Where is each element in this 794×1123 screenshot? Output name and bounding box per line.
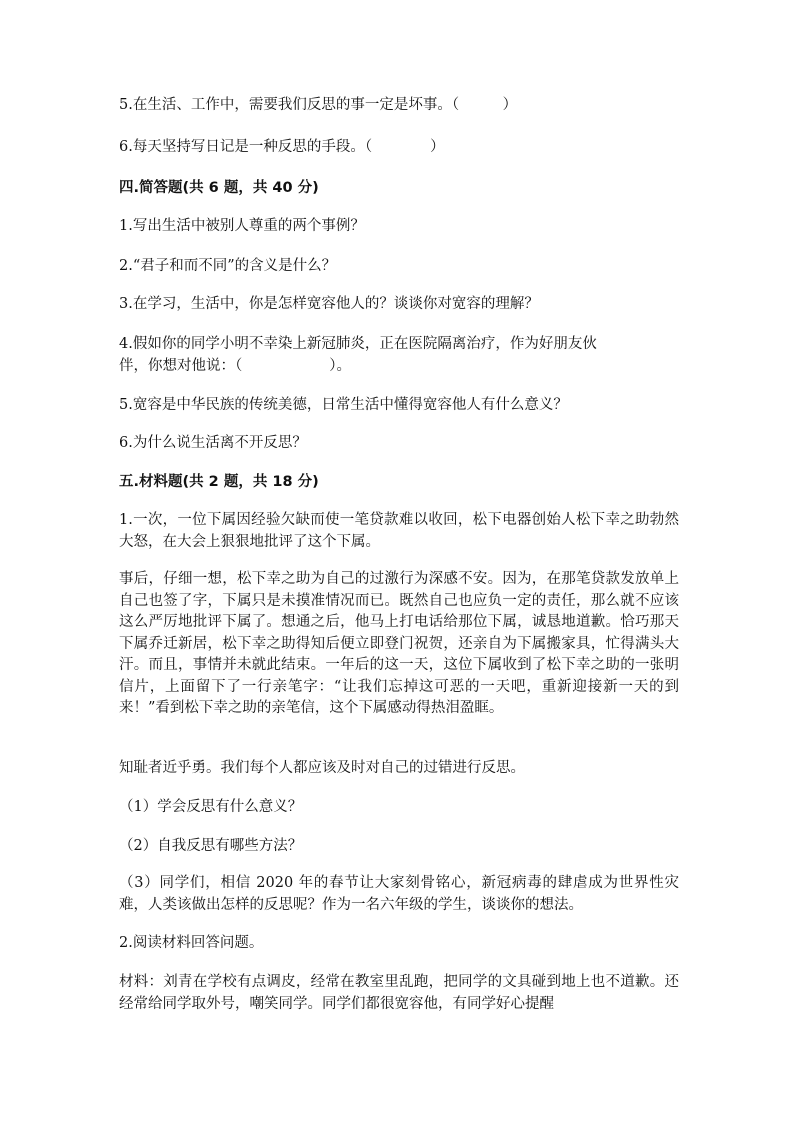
material-1-paragraph-1: 1.一次，一位下属因经验欠缺而使一笔贷款难以收回，松下电器创始人松下幸之助勃然大怒，在大会上狠狠地批评了这个下属。: [119, 512, 679, 550]
short-answer-question-3: 3.在学习，生活中，你是怎样宽容他人的？谈谈你对宽容的理解？: [119, 296, 539, 312]
material-2-title: 2.阅读材料回答问题。: [119, 935, 264, 951]
material-1-question-1: （1）学会反思有什么意义？: [119, 799, 303, 815]
short-answer-question-6: 6.为什么说生活离不开反思？: [119, 435, 307, 451]
short-answer-question-5: 5.宽容是中华民族的传统美德，日常生活中懂得宽容他人有什么意义？: [119, 397, 568, 413]
section-5-title: 五.材料题(共 2 题，共 18 分): [119, 474, 319, 490]
material-1-paragraph-3: 知耻者近乎勇。我们每个人都应该及时对自己的过错进行反思。: [119, 760, 525, 776]
short-answer-question-1: 1.写出生活中被别人尊重的两个事例？: [119, 218, 365, 234]
short-answer-question-4-line-1: 4.假如你的同学小明不幸染上新冠肺炎，正在医院隔离治疗，作为好朋友伙: [119, 336, 597, 352]
short-answer-question-2: 2.“君子和而不同”的含义是什么？: [119, 258, 337, 274]
short-answer-question-4-line-2: 伴，你想对他说：（ ）。: [119, 358, 351, 374]
material-1-paragraph-2: 事后，仔细一想，松下幸之助为自己的过激行为深感不安。因为，在那笔贷款发放单上自己也签了字，下属只是未摸准情况而已。既然自己也应负一定的责任，那么就不应该这么严厉地批评下属了。想通之后，他马上打电话给那位下属，诚恳地道歉。恰巧那天下属乔迁新居，松下幸之助得知后便立即登门祝贺，还亲自为下属搬家具，忙得满头大汗。而且，事情并未就此结束。一年后的这一天，这位下属收到了松下幸之助的一张明信片，上面留下了一行亲笔字：“让我们忘掉这可恶的一天吧，重新迎接新一天的到来！”看到松下幸之助的亲笔信，这个下属感动得热泪盈眶。: [119, 571, 679, 716]
material-1-question-2: （2）自我反思有哪些方法？: [119, 838, 303, 854]
judgement-question-6: 6.每天坚持写日记是一种反思的手段。（ ）: [119, 139, 445, 155]
judgement-question-5: 5.在生活、工作中，需要我们反思的事一定是坏事。（ ）: [119, 97, 518, 113]
material-2-paragraph-1: 材料：刘青在学校有点调皮，经常在教室里乱跑，把同学的文具碰到地上也不道歉。还经常给同学取外号，嘲笑同学。同学们都很宽容他，有同学好心提醒: [119, 974, 679, 1012]
material-1-question-3: （3）同学们，相信 2020 年的春节让大家刻骨铭心，新冠病毒的肆虐成为世界性灾难，人类该做出怎样的反思呢？作为一名六年级的学生，谈谈你的想法。: [119, 875, 679, 913]
section-4-title: 四.简答题(共 6 题，共 40 分): [119, 180, 319, 196]
